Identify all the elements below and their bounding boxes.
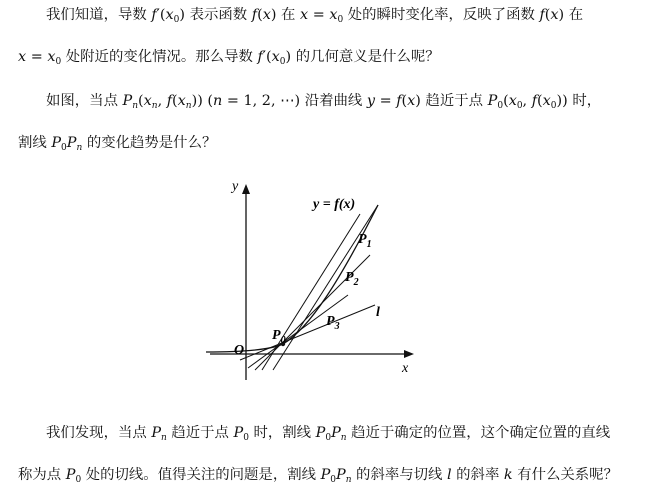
text: 的斜率 <box>451 467 504 483</box>
math-sub: n <box>185 101 192 111</box>
math-x: x <box>143 93 152 109</box>
text: 我们知道，导数 <box>46 7 152 23</box>
text: 趋近于点 <box>420 93 488 109</box>
text: 的斜率与切线 <box>351 467 447 483</box>
math-P: P <box>315 425 326 441</box>
math-x: x <box>262 7 271 23</box>
math-sub: n <box>132 101 139 111</box>
math-prime: ′ <box>156 7 160 23</box>
paragraph-1-line-2: $x = x_0$ 处附近的变化情况。那么导数 $f'(x_0)$ 的几何意义是什么呢？ <box>18 49 440 67</box>
text: 趋近于点 <box>166 425 234 441</box>
math-f: f <box>166 93 173 109</box>
math-P: P <box>122 93 133 109</box>
math-x: x <box>165 7 174 23</box>
y-axis-arrow <box>242 184 250 194</box>
math-P: P <box>487 93 498 109</box>
math-sub: 0 <box>173 15 180 25</box>
math-sub: 0 <box>75 475 82 485</box>
text: 的变化趋势是什么？ <box>82 135 217 151</box>
text: 趋近于确定的位置，这个确定位置的直线 <box>346 425 611 441</box>
math-sub: 0 <box>55 57 62 67</box>
p1-label: $P_1$ <box>358 232 372 250</box>
math-eq: = <box>308 7 330 23</box>
p3-label: $P_3$ <box>326 314 340 332</box>
math-sub: n <box>161 433 167 443</box>
math-f: f <box>396 93 402 109</box>
math-P: P <box>233 425 244 441</box>
text: 如图，当点 <box>46 93 123 109</box>
math-f: f <box>151 7 157 23</box>
math-sub: 0 <box>337 15 344 25</box>
math-sub: 0 <box>61 143 67 153</box>
text: 处的瞬时变化率，反映了函数 <box>343 7 540 23</box>
math-eq: = <box>375 93 397 109</box>
math-y: y <box>366 93 375 109</box>
curve-label: y = f(x) <box>313 197 356 212</box>
math-eq: = <box>26 49 48 65</box>
secant-p0-p1 <box>273 205 378 370</box>
math-sub: n <box>151 101 158 111</box>
tangent-line-l <box>240 305 375 360</box>
p2-label: $P_2$ <box>345 270 359 288</box>
y-axis-label: y <box>232 179 239 194</box>
math-range: = 1, 2, ⋯ <box>222 93 295 109</box>
math-sub: 0 <box>497 101 504 111</box>
secant-p0-p3 <box>248 295 348 368</box>
math-sub: 0 <box>550 101 557 111</box>
paragraph-2-line-2 <box>0 134 618 152</box>
text: 的几何意义是什么呢？ <box>291 49 440 65</box>
math-n: n <box>213 93 223 109</box>
math-x: x <box>542 93 551 109</box>
math-P: P <box>320 467 331 483</box>
math-x: x <box>407 93 416 109</box>
math-sub: 0 <box>516 101 523 111</box>
math-P: P <box>65 467 76 483</box>
text: 处附近的变化情况。那么导数 <box>61 49 258 65</box>
text: 我们发现，当点 <box>46 425 152 441</box>
math-x: x <box>300 7 309 23</box>
math-f: f <box>531 93 538 109</box>
text: 有什么关系呢？ <box>512 467 618 483</box>
text: 在 <box>564 7 584 23</box>
x-axis-arrow <box>404 350 414 358</box>
math-l: l <box>446 467 452 483</box>
math-sub: 0 <box>243 433 249 443</box>
paragraph-3-line-2 <box>0 466 618 484</box>
paragraph-2-line-1: 如图，当点 $P_n(x_n$, $f(x_n)$) (n = 1, 2, ⋯) 沿着曲线 y = f(x) 趋近于点 $P_0(x_0$, $f(x_0)$) 时， <box>46 93 602 111</box>
math-f: f <box>539 7 545 23</box>
math-P: P <box>66 135 77 151</box>
x-axis-label: x <box>402 361 409 376</box>
p0-label: $P_0$ <box>272 328 286 346</box>
math-sub: n <box>76 143 83 153</box>
math-x: x <box>508 93 517 109</box>
math-f: f <box>257 49 263 65</box>
math-x: x <box>329 7 338 23</box>
math-P: P <box>331 425 341 441</box>
math-x: x <box>18 49 27 65</box>
text: 处的切线。值得关注的问题是，割线 <box>81 467 321 483</box>
math-prime: ′ <box>262 49 267 65</box>
math-x: x <box>550 7 559 23</box>
math-f: f <box>251 7 258 23</box>
text: 称为点 <box>18 467 66 483</box>
math-x: x <box>177 93 186 109</box>
math-sub: n <box>345 475 352 485</box>
math-sub: 0 <box>330 475 336 485</box>
tangent-secant-figure <box>195 168 425 378</box>
math-P: P <box>151 425 161 441</box>
paragraph-3-line-1 <box>0 424 646 442</box>
text: 时，割线 <box>248 425 316 441</box>
math-sub: 0 <box>325 433 332 443</box>
math-x: x <box>47 49 56 65</box>
math-sub: 0 <box>279 57 286 67</box>
text: 表示函数 <box>185 7 252 23</box>
origin-label: O <box>234 343 245 358</box>
math-P: P <box>51 135 62 151</box>
math-k: k <box>503 467 513 483</box>
math-P: P <box>336 467 346 483</box>
tangent-label: l <box>376 305 380 320</box>
text: 在 <box>276 7 300 23</box>
paragraph-1-line-1: 我们知道，导数 $f'(x_0)$ 表示函数 f(x) 在 $x = x_0$ 处的瞬时变化率，反映了函数 f(x) 在 <box>46 7 584 25</box>
math-x: x <box>271 49 280 65</box>
math-sub: n <box>340 433 347 443</box>
text: 沿着曲线 <box>300 93 367 109</box>
text: 时， <box>567 93 602 109</box>
text: 割线 <box>18 135 52 151</box>
